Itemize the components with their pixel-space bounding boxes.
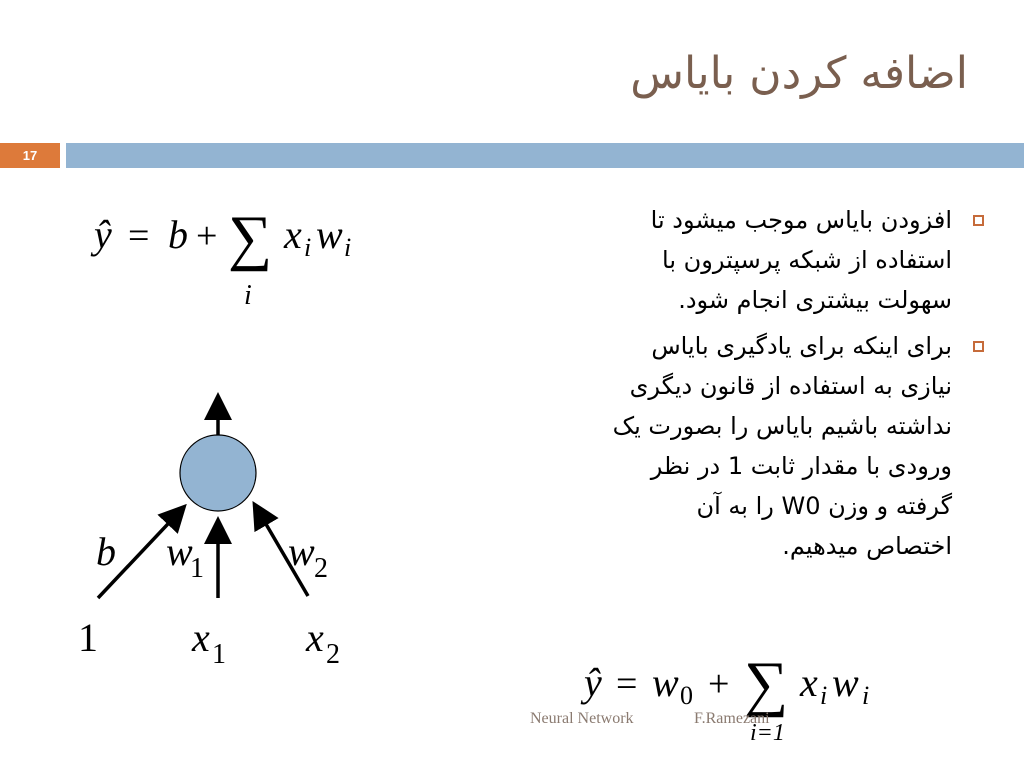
bullet-line: برای اینکه برای یادگیری بایاس	[651, 332, 952, 360]
formula-x-sub: i	[304, 233, 312, 262]
footer-author: F.Ramezani	[694, 710, 770, 727]
bullet-line: ورودی با مقدار ثابت 1 در نظر	[650, 452, 952, 480]
sigma-symbol: ∑	[228, 204, 273, 272]
x2-label-sub: 2	[326, 639, 340, 670]
slide-number: 17	[0, 143, 60, 168]
x1-label-sub: 1	[212, 639, 226, 670]
formula-w: w	[652, 660, 679, 705]
bias-weight-label: b	[96, 529, 116, 574]
formula-w-sub: i	[344, 233, 352, 262]
perceptron-diagram	[70, 385, 370, 685]
sigma-symbol: ∑	[744, 650, 789, 718]
formula-w-sub-zero: 0	[680, 681, 693, 710]
formula-plus: +	[708, 663, 730, 705]
formula-w-sub: i	[862, 681, 870, 710]
formula-b: b	[168, 212, 188, 257]
slide-title: اضافه کردن بایاس	[630, 48, 968, 99]
formula-plus: +	[196, 215, 218, 257]
formula-w: w	[832, 660, 859, 705]
bullet-line: سهولت بیشتری انجام شود.	[678, 286, 952, 314]
bullet-line: اختصاص میدهیم.	[782, 532, 952, 560]
bullet-line: افزودن بایاس موجب میشود تا	[650, 206, 952, 234]
bullet-line: نیازی به استفاده از قانون دیگری	[629, 372, 952, 400]
bullet-line: نداشته باشیم بایاس را بصورت یک	[612, 412, 952, 440]
formula-equals: =	[128, 215, 150, 257]
bias-sum-formula	[88, 196, 368, 314]
formula-yhat: ŷ	[584, 660, 602, 705]
w1-label: w	[166, 529, 193, 574]
sigma-subscript: i	[244, 280, 252, 311]
sigma-subscript: i=1	[750, 720, 785, 746]
bias-input-label: 1	[78, 615, 98, 660]
bullet-list	[464, 200, 984, 572]
w2-label-sub: 2	[314, 553, 328, 584]
bullet-line: استفاده از شبکه پرسپترون با	[662, 246, 952, 274]
formula-x-sub: i	[820, 681, 828, 710]
header-band	[66, 143, 1024, 168]
w1-label-sub: 1	[190, 553, 204, 584]
formula-equals: =	[616, 663, 638, 705]
bullet-square-icon	[973, 341, 984, 352]
bullet-item-bias-as-input	[464, 326, 984, 566]
bullet-line: گرفته و وزن W0 را به آن	[696, 492, 952, 520]
w0-sum-formula	[578, 642, 888, 752]
x1-label: x	[192, 615, 210, 660]
x2-label: x	[306, 615, 324, 660]
formula-yhat: ŷ	[94, 212, 112, 257]
bullet-square-icon	[973, 215, 984, 226]
bullet-item-bias-benefit	[464, 200, 984, 320]
formula-w: w	[316, 212, 343, 257]
formula-x: x	[800, 660, 818, 705]
w2-label: w	[288, 529, 315, 574]
neuron-node	[180, 435, 256, 511]
formula-x: x	[284, 212, 302, 257]
footer-course: Neural Network	[530, 710, 634, 727]
